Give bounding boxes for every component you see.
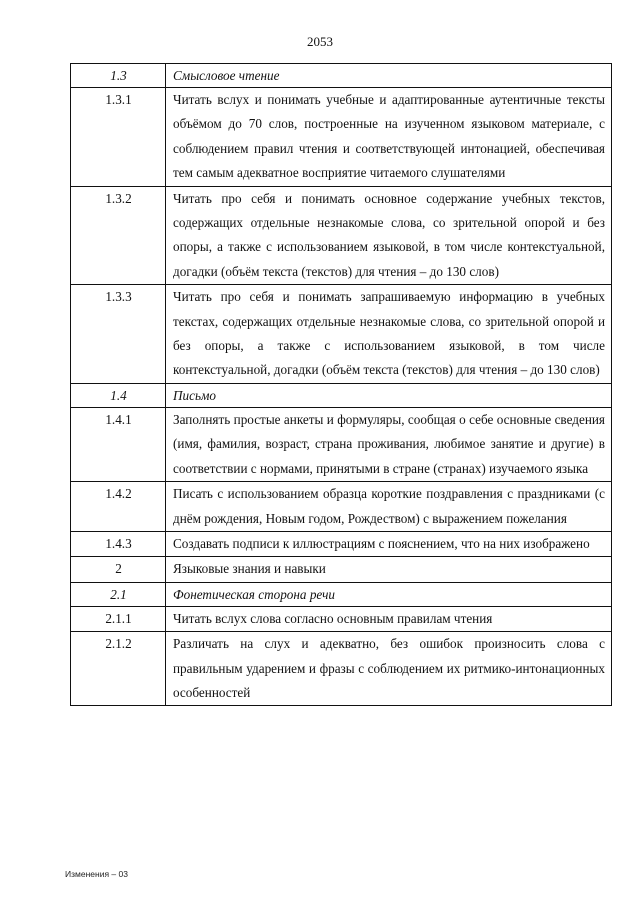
row-number: 1.4.2 [71,482,166,532]
table-row [71,285,612,384]
content-table [70,63,612,706]
row-number: 2 [71,557,166,582]
row-text: Читать вслух слова согласно основным правилам чтения [166,606,612,631]
row-text: Фонетическая сторона речи [166,582,612,606]
row-text: Читать вслух и понимать учебные и адаптированные аутентичные тексты объёмом до 70 слов, построенные на изученном языковом материале, с соблюдением правил чтения и соответствующей интонацией, обеспечивая тем самым адекватное восприятие читаемого слушателями [166,88,612,187]
table-row [71,88,612,187]
row-text: Читать про себя и понимать основное содержание учебных текстов, содержащих отдельные незнакомые слова, со зрительной опорой и без опоры, а также с использованием языковой, в том числе контекстуальной, догадки (объём текста (текстов) для чтения – до 130 слов) [166,186,612,285]
table-row [71,531,612,556]
row-number: 1.3.1 [71,88,166,187]
row-text: Читать про себя и понимать запрашиваемую информацию в учебных текстах, содержащих отдельные незнакомые слова, со зрительной опорой и без опоры, а также с использованием языковой, в том числе контекстуальной, догадки (объём текста (текстов) для чтения – до 130 слов) [166,285,612,384]
row-number: 2.1 [71,582,166,606]
row-number: 1.3.2 [71,186,166,285]
row-number: 1.4 [71,383,166,407]
footer-revision: Изменения – 03 [65,869,128,879]
page-number: 2053 [307,34,333,49]
row-number: 1.3.3 [71,285,166,384]
table-body [71,64,612,706]
row-text: Смысловое чтение [166,64,612,88]
row-text: Создавать подписи к иллюстрациям с пояснением, что на них изображено [166,531,612,556]
table-row [71,186,612,285]
table-row [71,407,612,481]
table-row [71,582,612,606]
table-row [71,632,612,706]
row-text: Письмо [166,383,612,407]
table-row [71,383,612,407]
row-text: Языковые знания и навыки [166,557,612,582]
row-number: 2.1.1 [71,606,166,631]
table-row [71,606,612,631]
row-text: Различать на слух и адекватно, без ошибок произносить слова с правильным ударением и фразы с соблюдением их ритмико-интонационных особенностей [166,632,612,706]
row-text: Заполнять простые анкеты и формуляры, сообщая о себе основные сведения (имя, фамилия, возраст, страна проживания, любимое занятие и другие) в соответствии с нормами, принятыми в стране (странах) изучаемого языка [166,407,612,481]
table-row [71,557,612,582]
row-number: 1.4.3 [71,531,166,556]
row-number: 1.4.1 [71,407,166,481]
table-row [71,482,612,532]
row-number: 2.1.2 [71,632,166,706]
table-row [71,64,612,88]
row-text: Писать с использованием образца короткие поздравления с праздниками (с днём рождения, Новым годом, Рождеством) с выражением пожелания [166,482,612,532]
row-number: 1.3 [71,64,166,88]
